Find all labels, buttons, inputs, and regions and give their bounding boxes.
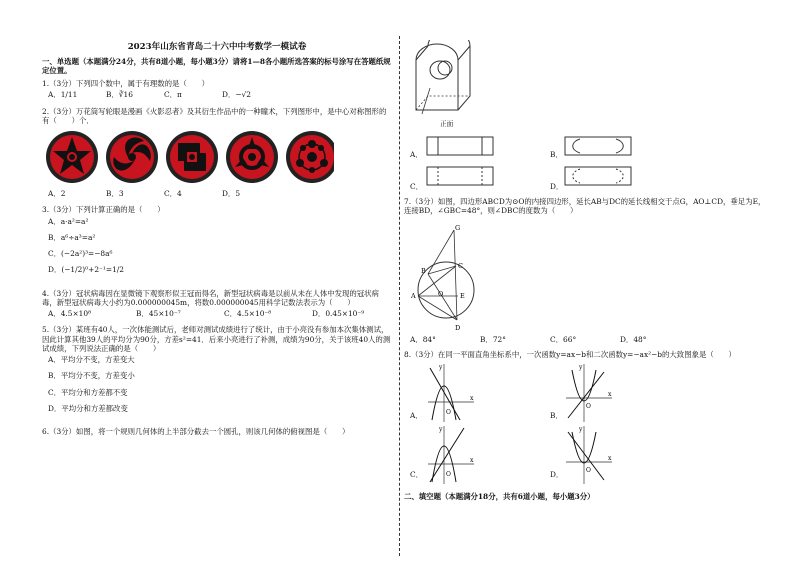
q6-option-b: B． (550, 150, 563, 159)
question-5-options (48, 355, 392, 420)
q7-point-e: E (460, 292, 465, 300)
q6-front-label: 正面 (440, 120, 454, 128)
q5-option-d: D．平均分和方差都改变 (48, 403, 128, 413)
q7-point-c: C (458, 262, 463, 270)
sharingan-icon-5 (286, 131, 334, 183)
sharingan-figures (44, 129, 334, 185)
q8-option-d: D． (550, 470, 564, 479)
q8-graph-d (564, 424, 614, 486)
q1-option-b: B．∛16 (106, 90, 133, 100)
question-8-stem: 8.（3分）在同一平面直角坐标系中，一次函数y=ax−b和二次函数y=−ax²−b的大致图象是（ ） (404, 350, 736, 359)
q8c-y: y (439, 426, 443, 433)
question-3-options (48, 217, 392, 282)
q8-graph-c (426, 424, 476, 486)
question-4-options (48, 309, 392, 318)
q3-option-a: A．a·a²=a² (48, 216, 89, 226)
sharingan-icon-4 (226, 131, 278, 183)
q1-option-c: C．π (164, 90, 182, 100)
q8b-origin: O (586, 403, 591, 410)
q8d-origin: O (586, 467, 591, 474)
q7-point-d: D (455, 324, 461, 332)
q8a-x: x (470, 395, 474, 402)
q7-point-b: B (421, 267, 426, 275)
question-2-options (48, 189, 392, 198)
question-2-stem: 2.（3分）万花筒写轮眼是漫画《火影忍者》及其衍生作品中的一种瞳术，下列图形中，是中心对称图形的有（ ）个． (42, 106, 387, 125)
q6-solid-figure (408, 40, 488, 130)
section-1-heading: 一、单选题（本题满分24分，共有8道小题，每小题3分）请将1—8各小题所选答案的标号涂写在答题纸规定位置。 (42, 56, 391, 75)
q6-option-c-figure (426, 166, 496, 188)
q8c-x: x (470, 457, 474, 464)
column-divider (399, 36, 400, 556)
q8b-y: y (579, 364, 583, 371)
question-7-stem: 7.（3分）如图，四边形ABCD为⊙O的内接四边形，延长AB与DC的延长线相交于点G，AO⊥CD，垂足为E，连接BD，∠GBC=48°，则∠DBC的度数为（ ） (404, 197, 766, 216)
q6-option-d: D． (550, 182, 564, 191)
question-4-stem: 4.（3分）冠状病毒因在显微镜下观察形似王冠而得名，新型冠状病毒是以前从未在人体中发现的冠状病毒，新型冠状病毒大小约为0.000000045m，将数0.000000045用科学记数法表示为（ ） (42, 288, 379, 307)
q3-option-b: B．a⁶÷a³=a² (48, 232, 96, 242)
q6-option-a: A． (410, 150, 423, 159)
q8d-x: x (608, 455, 612, 462)
sharingan-icon-3 (166, 131, 218, 183)
q7-option-c: C．66° (550, 335, 577, 344)
question-5-stem: 5.（3分）某班有40人，一次体能测试后，老师对测试成绩进行了统计，由于小亮没有参加本次集体测试，因此计算其他39人的平均分为90分，方差s²=41．后来小亮进行了补测，成绩为90分，关于该班40人的测试成绩，下列说法正确的是（ ） (42, 325, 391, 353)
q4-option-b: B．45×10⁻⁷ (136, 309, 181, 319)
q8-graph-b (564, 362, 614, 424)
q7-option-b: B．72° (480, 335, 506, 344)
q8d-y: y (579, 426, 583, 433)
sharingan-icon-1 (46, 131, 98, 183)
q2-option-a: A．2 (48, 189, 66, 199)
q5-option-b: B．平均分不变，方差变小 (48, 371, 135, 381)
q6-option-c: C． (410, 182, 424, 191)
q3-option-d: D．(−1/2)⁰+2⁻¹=1/2 (48, 265, 124, 275)
question-6-stem: 6.（3分）如图，将一个规则几何体的上半部分截去一个圆孔，则该几何体的俯视图是（ ） (42, 427, 350, 437)
q2-option-b: B．3 (106, 189, 124, 199)
q1-option-d: D．−√2 (222, 90, 251, 100)
q6-option-d-figure (564, 166, 634, 188)
q1-option-a: A．1/11 (48, 90, 78, 100)
q2-option-c: C．4 (164, 189, 182, 199)
q8a-origin: O (446, 409, 451, 416)
q5-option-a: A．平均分不变，方差变大 (48, 355, 135, 365)
q8a-y: y (439, 364, 443, 371)
question-1-stem: 1.（3分）下列四个数中，属于有理数的是（ ） (42, 79, 209, 89)
question-3-stem: 3.（3分）下列计算正确的是（ ） (42, 205, 165, 215)
q7-option-d: D．48° (620, 335, 647, 344)
q6-option-b-figure (564, 136, 634, 158)
q8-option-b: B． (550, 411, 563, 420)
q4-option-d: D．0.45×10⁻⁹ (312, 309, 365, 319)
q7-point-g: G (455, 224, 461, 232)
q2-option-d: D．5 (222, 189, 241, 199)
q4-option-c: C．4.5×10⁻⁸ (224, 309, 272, 319)
q5-option-c: C．平均分和方差都不变 (48, 387, 128, 397)
q8b-x: x (608, 391, 612, 398)
q6-option-a-figure (426, 136, 496, 158)
q7-circle-figure (410, 224, 480, 332)
q7-point-a: A (411, 292, 416, 300)
q8c-origin: O (446, 471, 451, 478)
left-column (42, 42, 392, 438)
section-2-heading: 二、填空题（本题满分18分，共有6道小题，每小题3分） (404, 492, 595, 501)
q8-graph-a (426, 362, 476, 424)
q7-option-a: A．84° (410, 335, 436, 344)
q7-point-o: O (438, 290, 444, 298)
question-1-options (48, 90, 392, 99)
q3-option-c: C．(−2a²)³=−8a⁶ (48, 249, 113, 259)
question-7-options (410, 335, 770, 344)
sharingan-icon-2 (106, 131, 158, 183)
q8-option-a: A． (410, 411, 423, 420)
exam-title: 2023年山东省青岛二十六中中考数学一模试卷 (127, 42, 307, 52)
q4-option-a: A．4.5×10⁸ (48, 309, 92, 319)
q8-option-c: C． (410, 470, 424, 479)
